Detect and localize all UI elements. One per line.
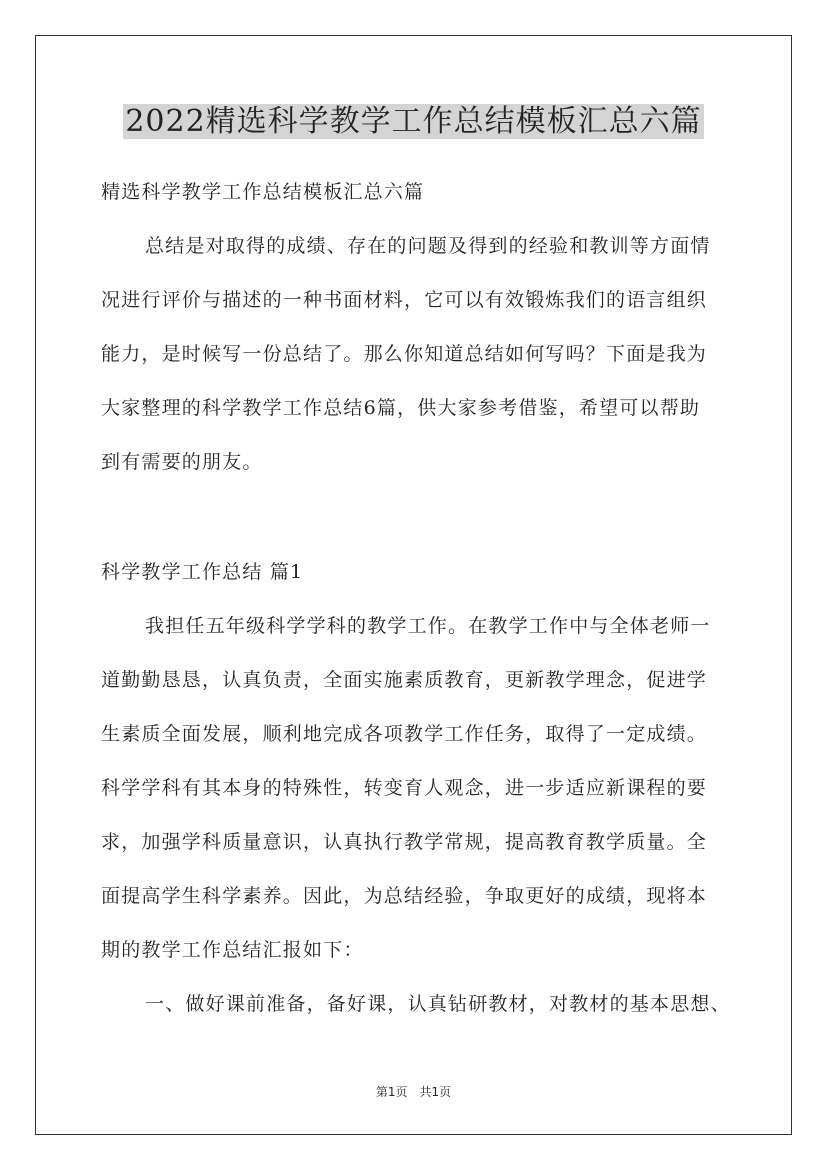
intro-line-3: 能力，是时候写一份总结了。那么你知道总结如何写吗？下面是我为 (101, 343, 708, 365)
section-line-4: 科学学科有其本身的特殊性，转变育人观念，进一步适应新课程的要 (101, 777, 708, 799)
document-subtitle: 精选科学教学工作总结模板汇总六篇 (101, 181, 425, 203)
section-heading: 科学教学工作总结 篇1 (101, 561, 304, 583)
page-footer: 第1页 共1页 (375, 1085, 452, 1099)
intro-line-1: 总结是对取得的成绩、存在的问题及得到的经验和教训等方面情 (145, 235, 711, 257)
intro-line-5: 到有需要的朋友。 (101, 451, 263, 473)
section-line-1: 我担任五年级科学学科的教学工作。在教学工作中与全体老师一 (145, 615, 711, 637)
section-line-5: 求，加强学科质量意识，认真执行教学常规，提高教育教学质量。全 (101, 831, 708, 853)
intro-line-4: 大家整理的科学教学工作总结6篇，供大家参考借鉴，希望可以帮助 (101, 397, 701, 419)
point-line-1: 一、做好课前准备，备好课，认真钻研教材，对教材的基本思想、 (145, 993, 731, 1015)
intro-line-2: 况进行评价与描述的一种书面材料，它可以有效锻炼我们的语言组织 (101, 289, 708, 311)
section-line-6: 面提高学生科学素养。因此，为总结经验，争取更好的成绩，现将本 (101, 885, 708, 907)
section-line-3: 生素质全面发展，顺利地完成各项教学工作任务，取得了一定成绩。 (101, 723, 708, 745)
document-title (0, 100, 827, 144)
section-line-7: 期的教学工作总结汇报如下： (101, 939, 364, 961)
document-title-text: 2022精选科学教学工作总结模板汇总六篇 (125, 104, 702, 139)
section-line-2: 道勤勤恳恳，认真负责，全面实施素质教育，更新教学理念，促进学 (101, 669, 708, 691)
